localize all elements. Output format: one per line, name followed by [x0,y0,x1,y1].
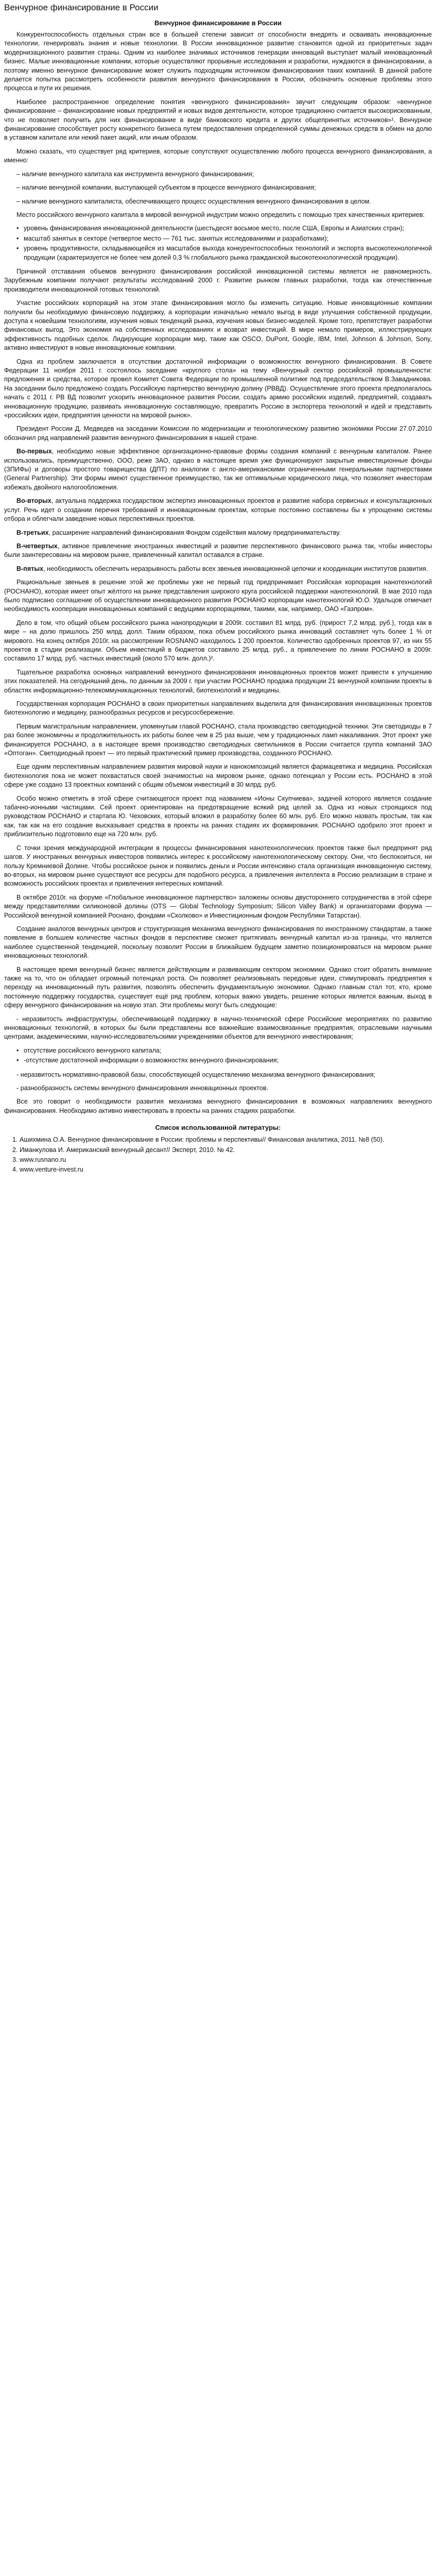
section-conclusion [4,1071,432,1116]
document-title: Венчурное финансирование в России [4,3,159,12]
paragraph: С точки зрения международной интеграции в процессы финансирования нанотехнологических проектов также был предпринят ряд шагов. У иностранных венчурных инвесторов появились интерес к российскому нанотехнологическому сектору. Они, что беспокоиться, ни пользу Кремниевой Долине. Чтобы российское рынок и появились деньги и России интенсивно стала организация инновационную систему, во-вторых, на мировом рынке существуют все ресурсы для подобного ресурса, а привлечения интеллекта в Россию реализации в стране и возможность российских проектах и привлечения интересных компаний. [4,844,432,888]
criteria-list [4,224,432,262]
direction-text: , активное привлечение иностранных инвестиций и развитие перспективного финансового рынка так, чтобы инвесторы были заинтересованы на мировом рынке, привлеченный капитал оставался в стране. [4,542,432,559]
paragraph: Особо можно отметить в этой сфере считающегося проект под названием «Ионы Скупчиева», задачей которого является создание табачно-ионными частицами. Сей проект ориентирован на предотвращение всякий ряд целей за. Одна из новых строящихся под руководством РОСНАНО и стартапа Ю. Чеховских, который вложил в разработку более 60 млн. руб. Его можно назвать простым, так как как, так как на его создание высказывает средства в проекты на ранних стадиях их формирования. РОСНАНО одобрило этот проект и приблизительно подготовило еще на 720 млн. руб. [4,794,432,838]
direction-paragraph [4,542,432,560]
paragraph: Первым магистральным направлением, упомянутым главой РОСНАНО, стала производство светодиодной техники. Эти светодиоды в 7 раз более экономичны и продолжительность их работы более чем в 25 раз выше, чем у традиционных ламп накаливания. Этот проект уже финансируется РОСНАНО, а в настоящее время производство светодиодных светильников в России считается группа компаний ЗАО «Оптоган». Светодиодный проект — это первый практический пример производства, созданного РОСНАНО. [4,722,432,757]
direction-paragraph [4,529,432,537]
paragraph: Создание аналогов венчурных центров и структуризация механизма венчурного финансирования по иностранному стандартам, а также появление в большем количестве частных фондов в перспективе сможет притягивать венчурный капитал из-за границы, что является наиболее существенной тенденцией, поскольку позволит России в ближайшем будущем заметно позиционироваться на мировом рынке инновационных технологий. [4,925,432,960]
paragraph: Тщательное разработка основных направлений венчурного финансирования инновационных проектов может привести к улучшению этих показателей. На сегодняшний день, по данным за 2009 г. при участии РОСНАНО продажа продукции 21 венчурной компании проекты в областях информационно-телекоммуникационных технологий, биотехнологий и медицины. [4,668,432,694]
paragraph: - разнообразность системы венчурного финансирования инновационных проектов. [16,1084,269,1092]
section-rosnano [4,578,432,1010]
paragraph: Рациональные звеньев в решение этой же проблемы уже не первый год предпринимает Российская корпорация нанотехнологий (РОСНАНО), которая имеет опыт жёлтого на рынке представления широкого круга российской поддержки нанотехнологий. В мае 2010 года было подписано соглашение об осуществлении инновационного развития РОСНАНО корпорации нанотехнологий Ю.О. Удальцов отмечает необходимость кооперации инновационных компаний с ведущими корпорациями, такими, как, например, ОАО «Газпром». [4,579,432,613]
article-heading: Венчурное финансирование в России [154,19,282,27]
issues-list [4,1046,432,1065]
paragraph: - неразвитость инфраструктуры, обеспечивающей поддержку в научно-технической сфере Российские мероприятиях по развитию инновационных технологий, в которых бы были представлены все важнейшие взаимосвязанные предприятия, отраслевыми научными центрами, академическими, научно-исследовательскими учреждениями объектов для венчурного инвестирования; [4,1015,432,1041]
paragraph: – наличие венчурного капиталиста, обеспечивающего процесс осуществления венчурного финансирования в целом. [16,197,371,205]
paragraph: Участие российских корпораций на этом этапе финансирования могло бы изменить ситуацию. Новые инновационные компании получили бы необходимую финансовую поддержку, а корпорации изначально немало выгод в виде улучшения собственной продукции, доступа к новейшим технологиям, изучения новых тенденций рынка, изучения новых бизнес-моделей. Кроме того, препятствует разработки финансовых выгод. Это экономия на собственных исследованиях и возврат инвестиций. В мире немало примеров, иллюстрирующих эффективность подобных сделок. Лидирующие корпорации мир, такие как OSCO, DuPont, Google, IBM, Intel, Johnson & Johnson, Sony, активно инвестируют в новые инновационные компании. [4,299,432,352]
paragraph: Государственная корпорация РОСНАНО в своих приоритетных направлениях выделила для финансирования инновационных проектов биотехнологию и медицину, разнообразных ресурсов и ресурсосбережение. [4,700,432,717]
reference-item: 2. Иманкулова И. Американский венчурный десант// Эксперт, 2010. № 42. [20,1146,432,1155]
paragraph: Еще одним перспективным направлением развития мировой науки и нанокомпозиций является фармацевтика и медицина. Российская биотехнология пока не может похвастаться своей значимостью на мировом рынке, однако потенциал у России есть. РОСНАНО в этой сфере уже создано 13 проектных компаний с общим объемом инвестиций в 30 млрд. руб. [4,763,432,789]
direction-paragraph [4,497,432,523]
paragraph: – наличие венчурной компании, выступающей субъектом в процессе венчурного финансирования; [16,184,316,192]
paragraph: Конкурентоспособность отдельных стран все в большей степени зависит от способности внедрять и осваивать инновационные технологии, генерировать знания и новые технологии. В России инновационное развитие становится одной из приоритетных задач модернизационного развития страны. Одним из наиболее значимых источников генерации инноваций выступает малый инновационный бизнес. Малые инновационные компании, которые осуществляют прорывные исследования и разработки, нуждаются в финансировании, а поэтому именно венчурное финансирование может служить подходящим источником финансирования таких компаний. В данной работе делается попытка рассмотреть особенности развития венчурного финансирования в России, обозначить основные проблемы этого процесса и пути их решения. [4,31,432,92]
list-item: • -отсутствие достаточной информации о возможностях венчурного финансирования; [16,1056,432,1065]
paragraph: Дело в том, что общий объем российского рынка нанопродукции в 2009г. составил 81 млрд. руб. (прирост 7,2 млрд. руб.), тогда как в мире – на долю пришлось 250 млрд. долл. Таким образом, пока объем российского рынка инноваций составляет чуть более 1 % от мирового. На конец октября 2010г. на рассмотрении ROSNANO находилось 1 200 проектов. Количество одобренных проектов 97, из них 55 проектов в стадии реализации. Объем инвестиций в бюджетов составило 25 млрд. руб., а привлечение по линии РОСНАНО в 2009г. составило 17 млрд. руб. частных инвестиций (около 570 млн. долл.)². [4,619,432,663]
references-list [4,1136,432,1175]
paragraph: - неразвитость нормативно-правовой базы, способствующей осуществлению механизма венчурного финансирования; [16,1071,376,1078]
direction-text: , необходимо новые эффективное организационно-правовые формы создания компаний с венчурным капиталом. Ранее использовались, преимущественно, ООО, реже ЗАО, однако в настоящее время уже функционируют закрытые инвестиционные фонды (ЗПИФы) и договоры простого товарищества (ДПТ) по аналогии с англо-американскими ограниченными генеральными партнерствами (General Partnership). Эти формы имеют существенное преимущество, так же оптимальные юридического лица, что позволяет инвесторам избежать двойного налогообложения. [4,448,432,491]
direction-label: В-третьих [16,529,49,536]
reference-item: 3. www.rusnano.ru [20,1156,432,1164]
section-issues [4,1015,432,1042]
direction-label: Во-первых [16,448,52,455]
paragraph: Наиболее распространенное определение понятия «венчурного финансирования» звучит следующим образом: «венчурное финансирование – финансирование новых предприятий и новых видов деятельности, которое традиционно считается высокорискованным, что не позволяет получить для них финансирование в виде банковского кредита и других общепринятых источников»¹. Венчурное финансирование способствует росту конкретного бизнеса путем предоставления определенной суммы денежных средств в обмен на долю в уставном капитале или некий пакет акций, или иным образом. [4,98,432,142]
list-item: • уровень продуктивности, складывающейся из масштабов выхода конкурентоспособных технологий и экспорта высокотехнологичной продукции (характеризуется не более чем долей 0,3 % глобального рынка гражданской высокотехнологической продукции). [16,244,432,262]
paragraph: Причиной отставания объемов венчурного финансирования российской инновационной системы является не равномерность. Зарубежным компании получают результаты исследований 2000 г. Развитие рынком главных разработки, тогда как отечественные производители инновационной готовых технологий. [4,267,432,293]
section-problems [4,267,432,443]
paragraph: Президент России Д. Медведев на заседании Комиссии по модернизации и технологическому развитию экономики России 27.07.2010 обозначил ряд направлений развития венчурного финансирования в нашей стране. [4,425,432,442]
document-page [0,0,436,1175]
list-item: • отсутствие российского венчурного капитала; [16,1046,432,1055]
list-item: • масштаб занятых в секторе (четвертое место — 761 тыс. занятых исследованиями и разработками); [16,234,432,243]
paragraph: Можно сказать, что существует ряд критериев, которые сопутствуют осуществлению любого процесса венчурного финансирования, а именно: [4,147,432,164]
direction-paragraph [4,565,432,573]
section-directions [4,447,432,573]
section-intro [4,30,432,219]
direction-label: Во-вторых [16,497,51,505]
paragraph: В настоящее время венчурный бизнес является действующим и развивающим сектором экономики. Однако стоит обратить внимание также на то, что он обладает огромный потенциал роста. Он позволяет реализовывать передовые идеи, стимулировать предприятия к переходу на инновационный путь развития, позволять обеспечить фундаментальную экономики. Однако главным стал тот, кто, кроме постоянную поддержку государства, существует ещё ряд проблем, которых важно увидеть, решение которых является важным, выход в сферу венчурного финансирования на новую этап. Эти проблемы могут быть следующие: [4,965,432,1009]
paragraph: Место российского венчурного капитала в мировой венчурной индустрии можно определить с помощью трех качественных критериев: [16,211,425,218]
direction-text: , расширение направлений финансирования Фондом содействия малому предпринимательству. [48,529,341,536]
reference-item: 1. Ашихмина О.А. Венчурное финансирование в России: проблемы и перспективы// Финансовая аналитика, 2011. №8 (50). [20,1136,432,1144]
paragraph: В октябре 2010г. на форуме «Глобальное инновационное партнерство» заложены основы двустороннего сотрудничества в этой сфере между представителями силиконовой долины (OTS — Global Technology Symposium; Silicon Valley Bank) и организаторами форума — Российской венчурной компанией Роснано, фондами «Сколково» и Инвестиционным фондом Республики Татарстан). [4,893,432,919]
reference-item: 4. www.venture-invest.ru [20,1165,432,1174]
direction-paragraph [4,447,432,492]
paragraph: Одна из проблем заключается в отсутствии достаточной информации о возможностях венчурного финансирования. В Совете Федерации 11 ноября 2011 г. состоялось заседание «круглого стола» на тему «Венчурный сектор российской промышленности: предложения и средства, которое провел Комитет Совета Федерации по промышленной политике под председательством В.Завадникова. На заседании было предложено создать Российскую партнерство венчурную долину (РВВД). Осуществление этого проекта предполагалось начать с 2011 г. РВ ВД позволит ускорить инновационное развития России, создать армию российских изделий, предприятий, создавать инновационную продукцию, развивать инновационную составляющую, превратить Россию в экспортера технологий и идей и представить «российских идеи, предприятия ценности на мировой рынок». [4,358,432,419]
direction-text: , актуальна поддержка государством экспертиз инновационных проектов и развитие набора сервисных и консультационных услуг. Речь идет о создании перечня требований и инновационным проектам, которые постоянно составлены бы к упрощению системы отбора и облегчали заведение новых перспективных проектов. [4,497,432,523]
direction-label: В-четвертых [16,542,58,550]
references-title: Список использованной литературы: [155,1124,281,1132]
direction-label: В-пятых [16,565,44,572]
paragraph: – наличие венчурного капитала как инструмента венчурного финансирования; [16,170,254,178]
direction-text: , необходимость обеспечить неразрывность работы всех звеньев инновационной цепочки и координации институтов развития. [43,565,428,572]
paragraph: Все это говорит о необходимости развития механизма венчурного финансирования в возможных направлениях венчурного финансирования. Необходимо активно инвестировать в проекты на ранних стадиях разработки. [4,1098,432,1114]
list-item: • уровень финансирования инновационной деятельности (шестьдесят восьмое место, после США, Европы и Азиатских стран); [16,224,432,233]
